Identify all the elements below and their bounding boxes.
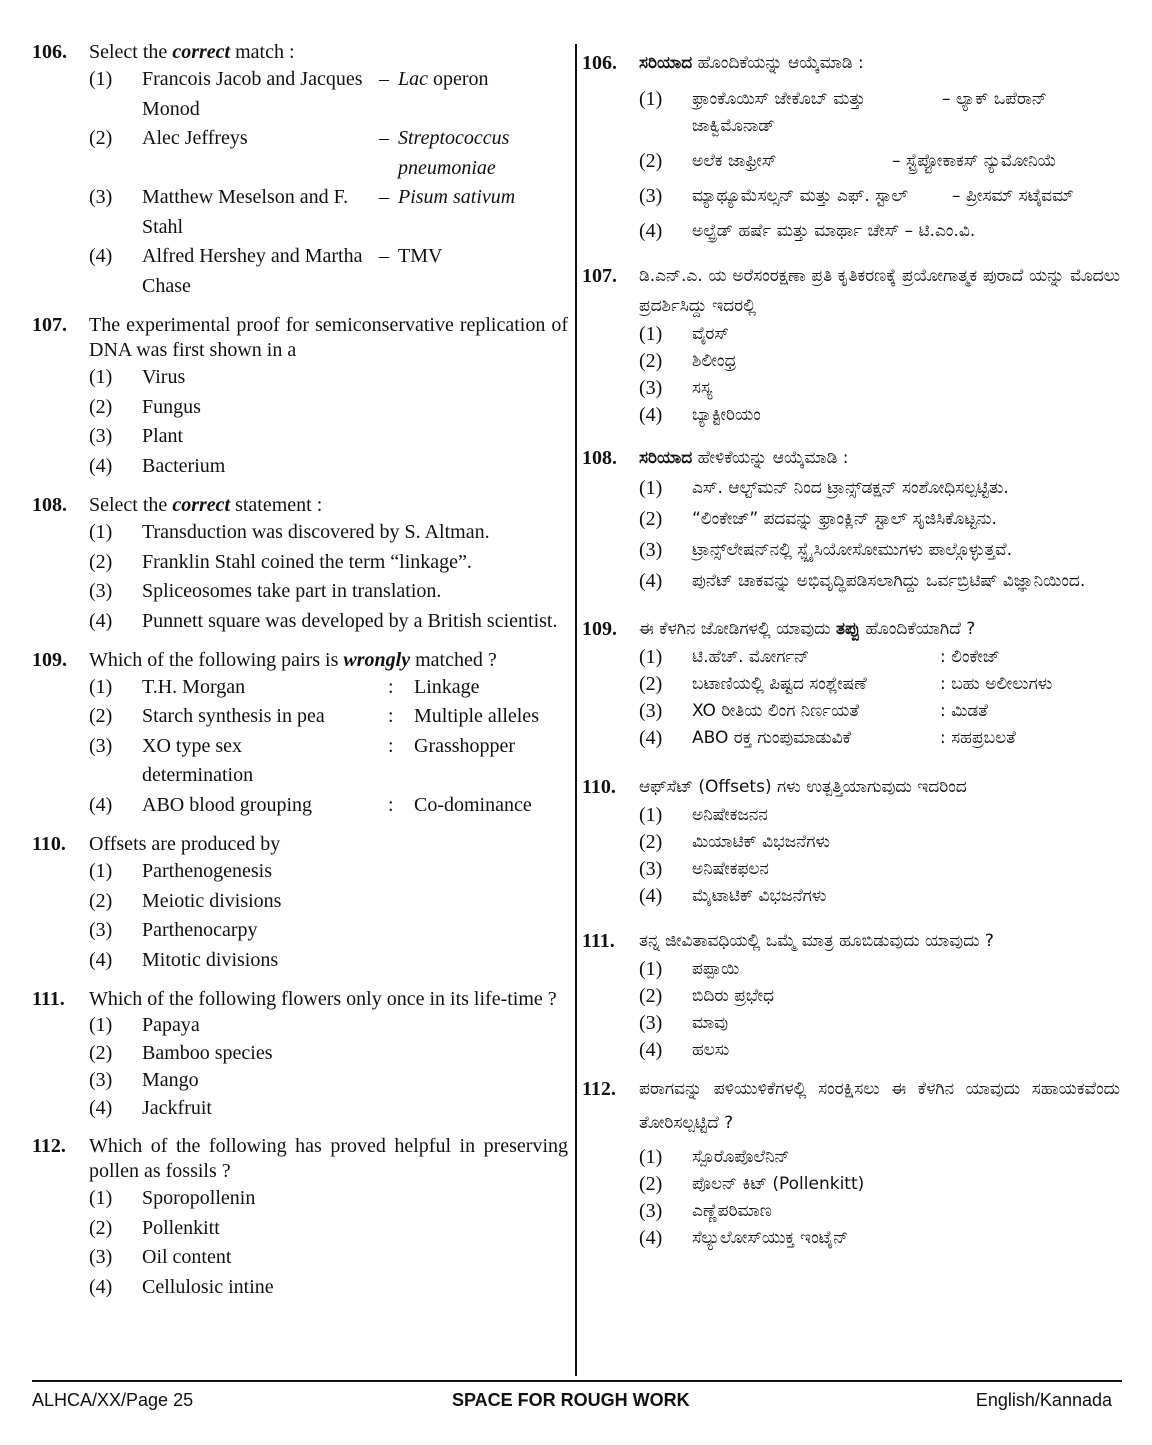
question-number: 106. bbox=[32, 41, 67, 63]
option-3: (3) ಎಣ್ಣೆಪರಿಮಾಣ bbox=[639, 1200, 772, 1222]
option-3: (3) XO ರೀತಿಯ ಲಿಂಗ ನಿರ್ಣಯತೆ : ಮಿಡತೆ bbox=[639, 700, 988, 722]
question-107-kannada bbox=[582, 261, 1120, 429]
question-text: Which of the following pairs is wrongly matched ? bbox=[89, 648, 497, 671]
question-text: Which of the following has proved helpful in preserving pollen as fossils ? bbox=[89, 1135, 568, 1182]
option-2: (2) ಅಲೆಕ ಜಾಫ್ರೀಸ್ – ಸ್ಟ್ರೆಪ್ಟೋಕಾಕಸ್ ನ್ಯುಮೋನಿಯೆ bbox=[639, 150, 1057, 172]
option-1: (1) Papaya bbox=[89, 1014, 200, 1036]
question-106-kannada bbox=[582, 48, 1120, 245]
option-1: (1) ವೈರಸ್ bbox=[639, 323, 729, 345]
option-4: (4) ABO blood grouping : Co-dominance bbox=[89, 793, 532, 816]
option-1: (1) Transduction was discovered by S. Altman. bbox=[89, 521, 490, 543]
footer-rule bbox=[32, 1380, 1122, 1382]
question-number: 111. bbox=[32, 988, 65, 1010]
option-2: (2) Bamboo species bbox=[89, 1041, 273, 1064]
question-text: ಡಿ.ಎನ್.ಎ. ಯ ಅರೆಸಂರಕ್ಷಣಾ ಪ್ರತಿ ಕೃತಿಕರಣಕ್ಕೆ ಪ್ರಯೋಗಾತ್ಮಕ ಪುರಾದೆ ಯನ್ನು ಮೊದಲು ಪ್ರದರ್ಶಿಸಿದ್ದು ಇದರಲ್ಲಿ bbox=[639, 266, 1120, 316]
option-1: (1) ಟಿ.ಹೆಚ್. ಮೋರ್ಗನ್ : ಲಿಂಕೇಜ್ bbox=[639, 646, 1000, 668]
option-2: (2) ಶಿಲೀಂಧ್ರ bbox=[639, 350, 737, 372]
option-3: (3) Plant bbox=[89, 425, 184, 447]
question-number: 108. bbox=[582, 447, 617, 469]
english-column bbox=[32, 40, 568, 1314]
question-106 bbox=[32, 40, 568, 301]
option-3: (3) Mango bbox=[89, 1069, 199, 1091]
rough-work-label: SPACE FOR ROUGH WORK bbox=[452, 1390, 690, 1410]
option-1: (1) ಎಸ್. ಆಲ್ಟ್‌ಮನ್ ನಿಂದ ಟ್ರಾನ್ಸ್‌ಡಕ್ಷನ್ ಸಂಶೋಧಿಸಲ್ಪಟ್ಟಿತು. bbox=[639, 477, 1009, 499]
question-text: ತನ್ನ ಜೀವಿತಾವಧಿಯಲ್ಲಿ ಒಮ್ಮೆ ಮಾತ್ರ ಹೂಬಿಡುವುದು ಯಾವುದು ? bbox=[639, 931, 994, 951]
option-2: (2) Franklin Stahl coined the term “linkage”. bbox=[89, 550, 472, 573]
question-107 bbox=[32, 313, 568, 481]
question-number: 110. bbox=[32, 833, 66, 855]
option-4: (4) ಮೈಟಾಟಿಕ್ ವಿಭಜನೆಗಳು bbox=[639, 885, 827, 907]
option-3: (3) Oil content bbox=[89, 1246, 232, 1268]
option-3: (3) ಸಸ್ಯ bbox=[639, 377, 713, 399]
option-4: (4) Mitotic divisions bbox=[89, 948, 279, 971]
question-text: Offsets are produced by bbox=[89, 833, 281, 855]
option-2: (2) ಮಿಯಾಟಿಕ್ ವಿಭಜನೆಗಳು bbox=[639, 831, 831, 853]
option-4: (4) Alfred Hershey and Martha Chase – TMV bbox=[89, 245, 443, 297]
option-4: (4) ಪುನೆಟ್ ಚಾಕವನ್ನು ಅಭಿವೃದ್ಧಿಪಡಿಸಲಾಗಿದ್ದು ಒರ್ವಬ್ರಿಟಿಷ್ ವಿಜ್ಞಾನಿಯಿಂದ. bbox=[639, 570, 1086, 592]
question-text: ಪರಾಗವನ್ನು ಪಳಿಯುಳಿಕೆಗಳಲ್ಲಿ ಸಂರಕ್ಷಿಸಲು ಈ ಕೆಳಗಿನ ಯಾವುದು ಸಹಾಯಕವೆಂದು ತೋರಿಸಲ್ಪಟ್ಟಿದೆ ? bbox=[639, 1079, 1120, 1133]
option-4: (4) Bacterium bbox=[89, 454, 226, 477]
option-1: (1) T.H. Morgan : Linkage bbox=[89, 675, 480, 698]
option-3: (3) Parthenocarpy bbox=[89, 919, 258, 941]
question-112-kannada bbox=[582, 1072, 1120, 1252]
question-109 bbox=[32, 648, 568, 821]
option-2: (2) Alec Jeffreys – Streptococcus pneumoniae bbox=[89, 127, 510, 179]
question-110 bbox=[32, 832, 568, 975]
option-2: (2) ಬಟಾಣಿಯಲ್ಲಿ ಪಿಷ್ಟದ ಸಂಶ್ಲೇಷಣೆ : ಬಹು ಅಲೀಲುಗಳು bbox=[639, 673, 1053, 695]
question-number: 110. bbox=[582, 776, 616, 798]
language-label: English/Kannada bbox=[975, 1390, 1112, 1410]
question-number: 107. bbox=[32, 314, 67, 336]
page-footer bbox=[32, 1388, 1112, 1416]
option-3: (3) XO type sex determination : Grasshopper bbox=[89, 734, 516, 786]
option-2: (2) Meiotic divisions bbox=[89, 889, 282, 912]
option-4: (4) ಅಲ್ಫ್ರೆಡ್ ಹರ್ಷೆ ಮತ್ತು ಮಾರ್ಥಾ ಚೇಸ್ – ಟಿ.ಎಂ.ವಿ. bbox=[639, 220, 976, 242]
option-2: (2) “ಲಿಂಕೇಜ್” ಪದವನ್ನು ಫ್ರಾಂಕ್ಲಿನ್ ಸ್ಟಾಲ್ ಸೃಜಿಸಿಕೊಟ್ಟನು. bbox=[639, 508, 997, 530]
option-3: (3) ಮ್ಯಾಥ್ಯೂಮೆಸಲ್ಸನ್ ಮತ್ತು ಎಫ್. ಸ್ಟಾಲ್ – ಪ್ರೀಸಮ್ ಸಟೈವಮ್ bbox=[639, 185, 1074, 207]
question-number: 106. bbox=[582, 52, 617, 74]
page-code: ALHCA/XX/Page 25 bbox=[32, 1390, 194, 1410]
option-3: (3) ಟ್ರಾನ್ಸ್‌ಲೇಷನ್‌ನಲ್ಲಿ ಸ್ಪ್ಲೈಸಿಯೋಸೋಮುಗಳು ಪಾಲ್ಗೊಳ್ಳುತ್ತವೆ. bbox=[639, 539, 1012, 561]
question-110-kannada bbox=[582, 772, 1120, 910]
question-text: ಸರಿಯಾದ ಹೇಳಿಕೆಯನ್ನು ಆಯ್ಕೆಮಾಡಿ : bbox=[639, 448, 849, 468]
kannada-column bbox=[582, 48, 1120, 1264]
option-3: (3) ಮಾವು bbox=[639, 1012, 729, 1034]
question-number: 112. bbox=[32, 1135, 66, 1157]
option-1: (1) Virus bbox=[89, 366, 186, 388]
question-number: 112. bbox=[582, 1078, 616, 1100]
option-1: (1) ಸ್ಪೊರೊಪೊಲೆನಿನ್ bbox=[639, 1146, 790, 1168]
option-4: (4) Jackfruit bbox=[89, 1096, 212, 1119]
option-2: (2) Fungus bbox=[89, 395, 201, 418]
question-number: 109. bbox=[32, 648, 67, 671]
option-3: (3) ಅನಿಷೇಕಫಲನ bbox=[639, 858, 769, 880]
option-4: (4) ABO ರಕ್ತ ಗುಂಪುಮಾಡುವಿಕೆ : ಸಹಪ್ರಬಲತೆ bbox=[639, 727, 1016, 749]
question-108-kannada bbox=[582, 443, 1120, 596]
option-4: (4) ಸೆಲ್ಯುಲೋಸ್‌ಯುಕ್ತ ಇಂಟೈನ್ bbox=[639, 1227, 849, 1249]
question-108 bbox=[32, 493, 568, 636]
question-text: Which of the following flowers only once in its life-time ? bbox=[89, 988, 557, 1010]
option-1: (1) Francois Jacob and Jacques Monod – Lac operon bbox=[89, 68, 489, 120]
question-112 bbox=[32, 1134, 568, 1302]
option-2: (2) ಪೊಲನ್ ಕಿಟ್ (Pollenkitt) bbox=[639, 1173, 865, 1195]
question-text: Select the correct match : bbox=[89, 41, 295, 63]
question-number: 107. bbox=[582, 265, 617, 287]
question-number: 109. bbox=[582, 618, 617, 640]
column-divider bbox=[575, 44, 577, 1376]
option-4: (4) Punnett square was developed by a British scientist. bbox=[89, 609, 558, 632]
option-2: (2) ಬಿದಿರು ಪ್ರಭೇಧ bbox=[639, 985, 775, 1007]
option-1: (1) ಪಪ್ಪಾಯಿ bbox=[639, 958, 740, 980]
option-1: (1) Sporopollenin bbox=[89, 1187, 256, 1209]
option-3: (3) Spliceosomes take part in translation. bbox=[89, 580, 442, 602]
option-4: (4) ಬ್ಯಾಕ್ಟೀರಿಯಂ bbox=[639, 404, 761, 426]
question-number: 111. bbox=[582, 930, 615, 952]
option-1: (1) ಅನಿಷೇಕಜನನ bbox=[639, 804, 768, 826]
option-4: (4) Cellulosic intine bbox=[89, 1275, 274, 1298]
question-111-kannada bbox=[582, 926, 1120, 1064]
question-109-kannada bbox=[582, 614, 1120, 752]
question-number: 108. bbox=[32, 494, 67, 516]
option-1: (1) Parthenogenesis bbox=[89, 860, 272, 882]
question-text: ಆಫ್‌ಸೆಟ್ (Offsets) ಗಳು ಉತ್ಪತ್ತಿಯಾಗುವುದು ಇದರಿಂದ bbox=[639, 777, 967, 797]
question-text: The experimental proof for semiconservative replication of DNA was first shown in a bbox=[89, 314, 568, 361]
option-2: (2) Starch synthesis in pea : Multiple alleles bbox=[89, 705, 539, 727]
option-3: (3) Matthew Meselson and F. Stahl – Pisum sativum bbox=[89, 186, 516, 238]
question-111 bbox=[32, 987, 568, 1122]
question-text: ಸರಿಯಾದ ಹೊಂದಿಕೆಯನ್ನು ಆಯ್ಕೆಮಾಡಿ : bbox=[639, 53, 864, 73]
option-4: (4) ಹಲಸು bbox=[639, 1039, 730, 1061]
option-1: (1) ಫ್ರಾಂಕೊಯಿಸ್ ಜೇಕೊಬ್ ಮತ್ತು ಜಾಕ್ವಿಮೊನಾಡ್ – ಲ್ಯಾಕ್ ಒಪೆರಾನ್ bbox=[639, 88, 1047, 136]
question-text: Select the correct statement : bbox=[89, 494, 323, 516]
question-text: ಈ ಕೆಳಗಿನ ಜೋಡಿಗಳಲ್ಲಿ ಯಾವುದು ತಪ್ಪು ಹೊಂದಿಕೆಯಾಗಿದೆ ? bbox=[639, 619, 976, 639]
option-2: (2) Pollenkitt bbox=[89, 1216, 220, 1239]
